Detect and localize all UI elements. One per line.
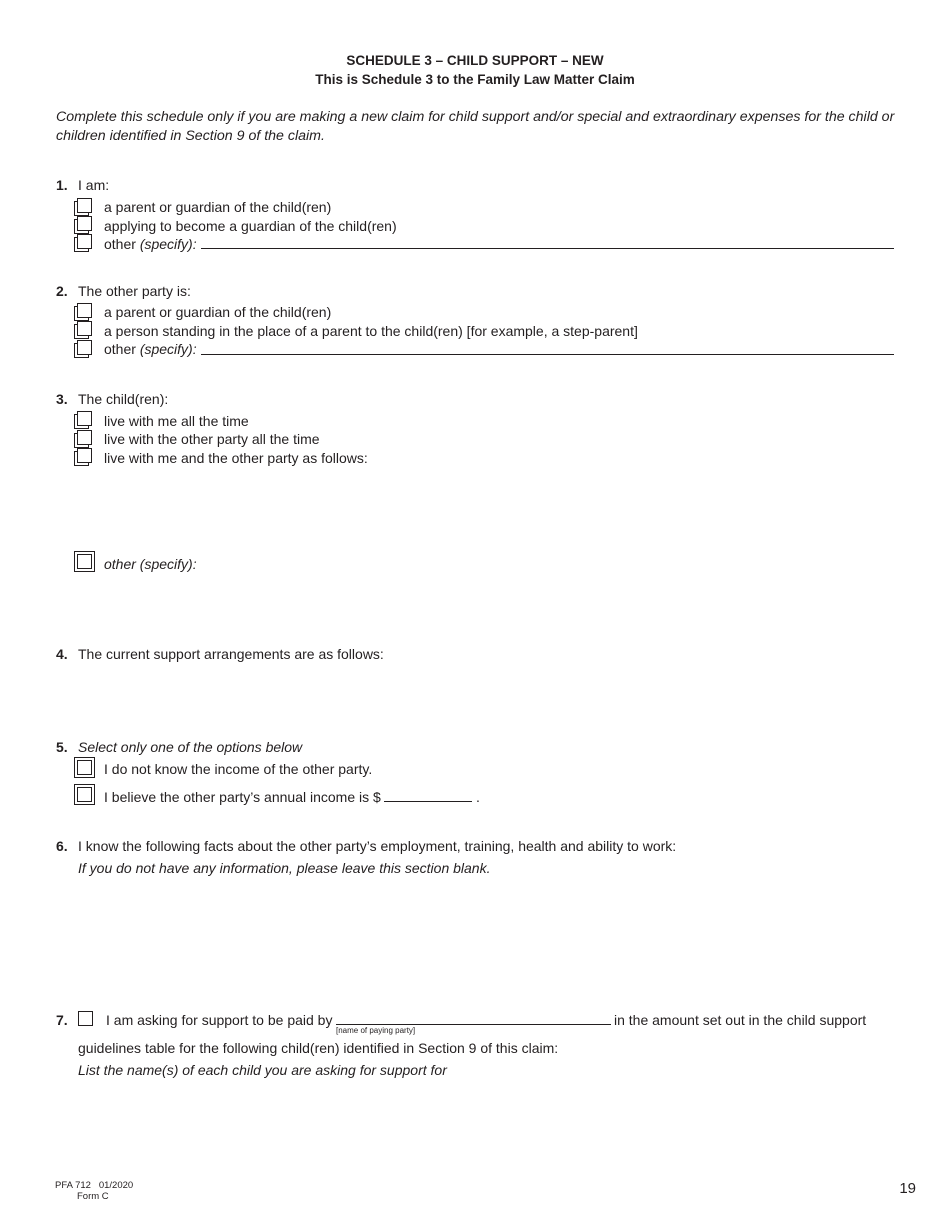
q7-number: 7. (56, 1012, 68, 1028)
q3-number: 3. (56, 391, 68, 407)
page-title: SCHEDULE 3 – CHILD SUPPORT – NEW (346, 53, 604, 68)
form-name: Form C (77, 1191, 109, 1202)
q3-option-2-label: live with the other party all the time (104, 431, 320, 447)
q2-option-2-label: a person standing in the place of a parent to the child(ren) [for example, a step-parent] (104, 323, 638, 339)
q7-text-a: I am asking for support to be paid by (106, 1012, 333, 1028)
q7-checkbox[interactable] (78, 1011, 93, 1026)
q3-other-label: other (specify): (104, 556, 197, 572)
q5-option-1-label: I do not know the income of the other party. (104, 761, 373, 777)
q2-other-label: other (specify): (104, 341, 197, 357)
q4-label: The current support arrangements are as follows: (78, 646, 384, 662)
q6-number: 6. (56, 838, 68, 854)
q7-text-b: in the amount set out in the child support (614, 1012, 867, 1028)
income-amount-input[interactable] (384, 801, 472, 802)
q6-note: If you do not have any information, please leave this section blank. (78, 860, 491, 876)
q2-number: 2. (56, 283, 68, 299)
q3-option-3-label: live with me and the other party as follows: (104, 450, 368, 466)
q1-label: I am: (78, 177, 110, 193)
q1-other-input[interactable] (201, 248, 894, 249)
form-code: PFA 712 01/2020 (55, 1180, 134, 1191)
q2-other-checkbox[interactable] (77, 340, 92, 355)
q2-other-input[interactable] (201, 354, 894, 355)
paying-party-input[interactable] (336, 1024, 611, 1025)
intro-text: Complete this schedule only if you are making a new claim for child support and/or special and extraordinary expenses for the child or children identified in Section 9 of the claim. (56, 109, 895, 144)
q1-other-label: other (specify): (104, 236, 197, 252)
q2-option-1-checkbox[interactable] (77, 303, 92, 318)
q1-option-2-checkbox[interactable] (77, 216, 92, 231)
q5-option-1-checkbox[interactable] (77, 760, 92, 775)
q2-option-1-label: a parent or guardian of the child(ren) (104, 304, 332, 320)
q3-option-2-checkbox[interactable] (77, 430, 92, 445)
q5-option-2-end: . (476, 789, 480, 805)
q5-number: 5. (56, 739, 68, 755)
page-subtitle: This is Schedule 3 to the Family Law Matter Claim (315, 72, 635, 87)
q1-option-1-label: a parent or guardian of the child(ren) (104, 199, 332, 215)
paying-party-caption: [name of paying party] (336, 1026, 416, 1035)
q5-option-2-label: I believe the other party’s annual income is $ (104, 789, 381, 805)
q3-option-1-label: live with me all the time (104, 413, 249, 429)
q1-option-2-label: applying to become a guardian of the child(ren) (104, 218, 397, 234)
q7-note: List the name(s) of each child you are asking for support for (78, 1062, 447, 1078)
q3-option-1-checkbox[interactable] (77, 411, 92, 426)
q5-option-2-checkbox[interactable] (77, 787, 92, 802)
q5-label: Select only one of the options below (78, 739, 303, 755)
q7-text-c: guidelines table for the following child(ren) identified in Section 9 of this claim: (78, 1040, 559, 1056)
page-number: 19 (899, 1180, 916, 1197)
q1-number: 1. (56, 177, 68, 193)
q1-option-1-checkbox[interactable] (77, 198, 92, 213)
q2-label: The other party is: (78, 283, 191, 299)
q3-option-3-checkbox[interactable] (77, 448, 92, 463)
q6-label: I know the following facts about the other party’s employment, training, health and ability to work: (78, 838, 677, 854)
q2-option-2-checkbox[interactable] (77, 321, 92, 336)
q3-other-checkbox[interactable] (77, 554, 92, 569)
q1-other-checkbox[interactable] (77, 234, 92, 249)
q4-number: 4. (56, 646, 68, 662)
q3-label: The child(ren): (78, 391, 169, 407)
